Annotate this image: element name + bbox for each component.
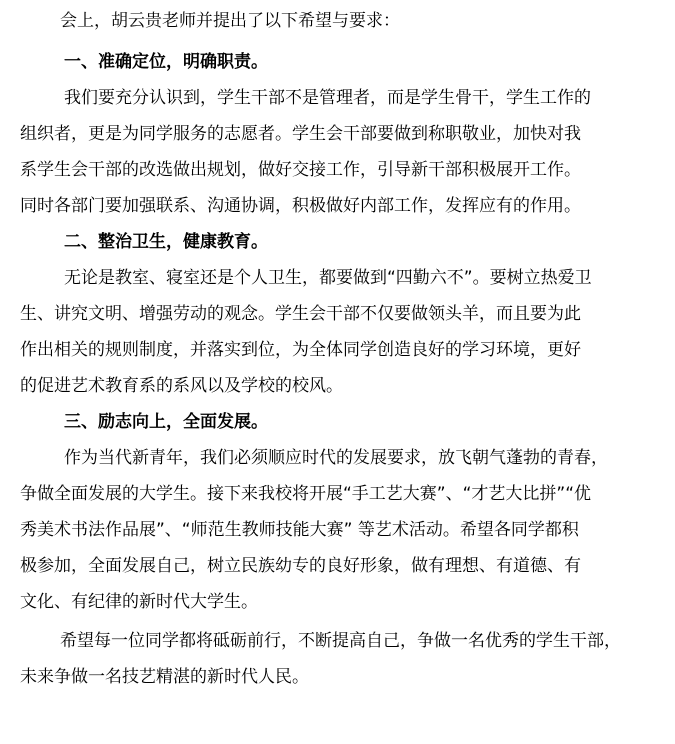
section-3-line-4: 极参加，全面发展自己，树立民族幼专的良好形象，做有理想、有道德、有 [20,556,581,576]
section-3-line-2: 争做全面发展的大学生。接下来我校将开展“手工艺大赛”、“才艺大比拼”“优 [20,484,592,504]
section-heading-1: 一、准确定位，明确职责。 [64,52,268,72]
section-3-line-1: 作为当代新青年，我们必须顺应时代的发展要求，放飞朝气蓬勃的青春， [64,448,608,468]
section-1-line-3: 系学生会干部的改选做出规划，做好交接工作，引导新干部积极展开工作。 [20,160,581,180]
closing-line-1: 希望每一位同学都将砥砺前行，不断提高自己，争做一名优秀的学生干部， [60,631,621,651]
section-3-line-5: 文化、有纪律的新时代大学生。 [20,592,258,612]
section-heading-3: 三、励志向上，全面发展。 [64,412,268,432]
section-3-line-3: 秀美术书法作品展”、“师范生教师技能大赛” 等艺术活动。希望各同学都积 [20,520,579,540]
section-1-line-1: 我们要充分认识到，学生干部不是管理者，而是学生骨干，学生工作的 [64,88,591,108]
closing-line-2: 未来争做一名技艺精湛的新时代人民。 [20,667,309,687]
section-heading-2: 二、整治卫生，健康教育。 [64,232,268,252]
section-2-line-2: 生、讲究文明、增强劳动的观念。学生会干部不仅要做领头羊，而且要为此 [20,304,581,324]
section-2-line-4: 的促进艺术教育系的系风以及学校的校风。 [20,376,343,396]
section-2-line-1: 无论是教室、寝室还是个人卫生，都要做到“四勤六不”。要树立热爱卫 [64,268,592,288]
section-1-line-2: 组织者，更是为同学服务的志愿者。学生会干部要做到称职敬业，加快对我 [20,124,581,144]
section-1-line-4: 同时各部门要加强联系、沟通协调，积极做好内部工作，发挥应有的作用。 [20,196,581,216]
intro-paragraph: 会上，胡云贵老师并提出了以下希望与要求： [60,11,400,31]
section-2-line-3: 作出相关的规则制度，并落实到位，为全体同学创造良好的学习环境，更好 [20,340,581,360]
